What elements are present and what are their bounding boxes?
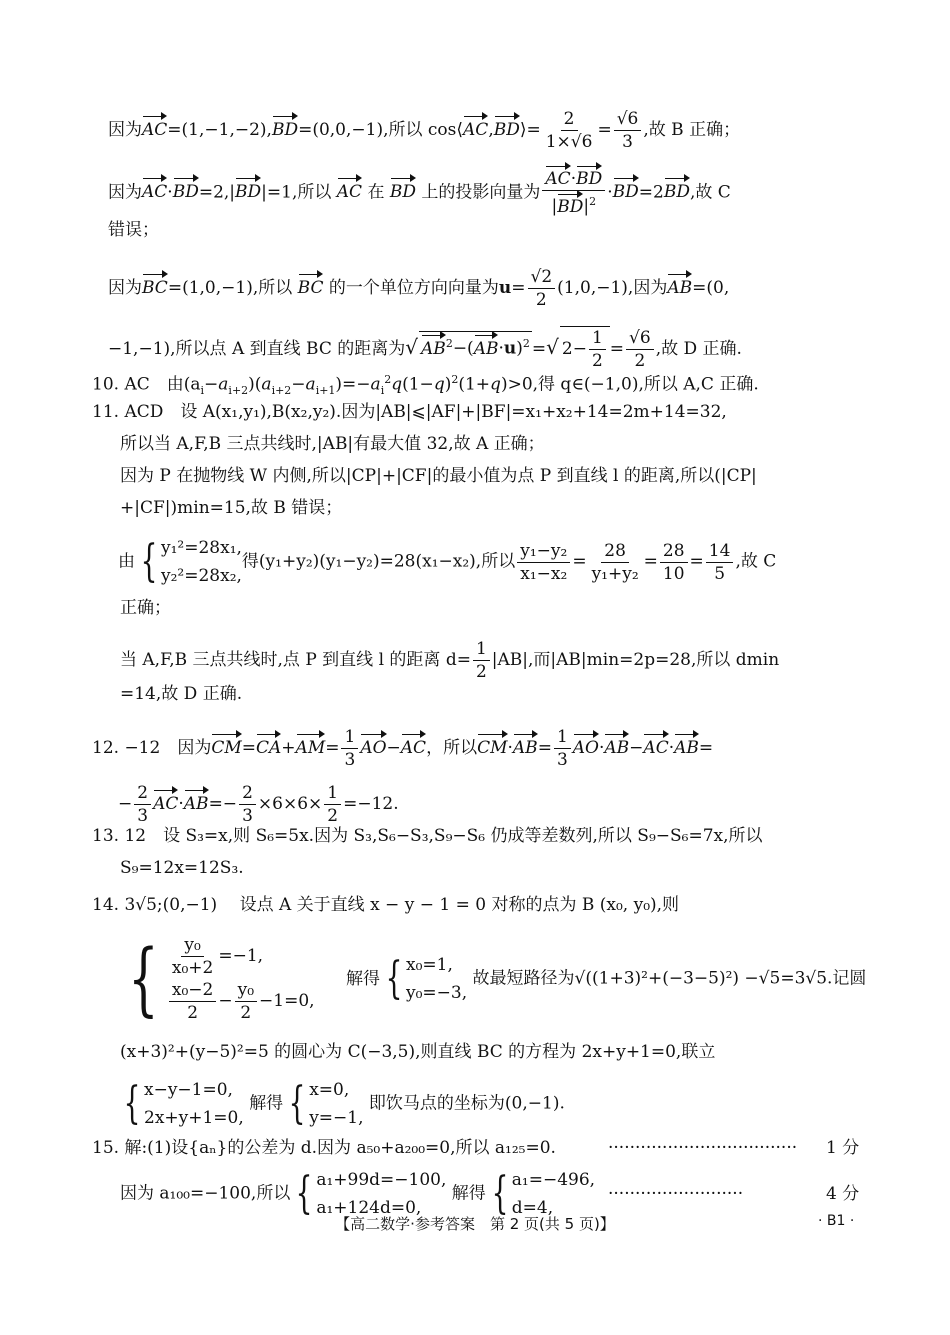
q9-line-c: 因为AC·BD=2,|BD|=1,所以 AC 在 BD 上的投影向量为 $\frac{AC\cdot BD}{|BD|^2}$ ·BD=2BD,故 C bbox=[108, 169, 731, 217]
fraction: $\frac{√2}{2}$ bbox=[528, 266, 556, 311]
text: 在 bbox=[367, 182, 385, 203]
text: =2 bbox=[638, 182, 664, 203]
text: −1,−1),所以点 A 到直线 BC 的距离为 bbox=[108, 339, 406, 359]
q11-line-8: =14,故 D 正确. bbox=[120, 684, 243, 704]
q15-dots-2: ························· bbox=[608, 1184, 744, 1204]
text: 得(y₁+y₂)(y₁−y₂)=28(x₁−x₂),所以 bbox=[241, 551, 516, 572]
text: =2,| bbox=[198, 182, 236, 203]
text: =(1,−1,−2), bbox=[167, 120, 272, 140]
q14-line-4: { x−y−1=0, 2x+y+1=0, 解得 { x=0, y=−1, 即饮马点的坐标为(0,−1). bbox=[123, 1078, 565, 1129]
text: =−12. bbox=[343, 794, 399, 814]
q15-points-2: 4 分 bbox=[826, 1184, 860, 1204]
equation-system: { y₁²=28x₁, y₂²=28x₂, bbox=[140, 536, 242, 587]
text: ,故 C bbox=[689, 182, 731, 203]
text: 因为 a₁₀₀=−100,所以 bbox=[120, 1183, 291, 1204]
q15-line-2: 因为 a₁₀₀=−100,所以 { a₁+99d=−100, a₁+124d=0, 解得 { a₁=−496, d=4, bbox=[120, 1168, 596, 1219]
page-code: · B1 · bbox=[818, 1213, 855, 1229]
text: 由 bbox=[118, 551, 135, 572]
text: 因为 bbox=[108, 278, 142, 298]
text: 15. 解:(1)设{aₙ}的公差为 d.因为 a₅₀+a₂₀₀=0,所以 a₁₂₅=0. bbox=[92, 1138, 556, 1158]
text: 12. −12 因为 bbox=[92, 738, 212, 758]
text: u bbox=[498, 278, 512, 298]
text: 解得 bbox=[345, 968, 380, 989]
text: =(0, bbox=[692, 278, 730, 298]
q11-line-2: 所以当 A,F,B 三点共线时,|AB|有最大值 32,故 A 正确； bbox=[120, 434, 545, 454]
text: 解得 bbox=[249, 1093, 284, 1114]
text: ,故 D 正确. bbox=[655, 339, 742, 359]
q9-line-e: −1,−1),所以点 A 到直线 BC 的距离为√ $AB^2-(AB\cdot u)^2$ =√ 2− $\frac{1}{2}$ = $\frac{√6}{2}$ ,故 D 正确. bbox=[108, 328, 742, 371]
text: 的一个单位方向向量为 bbox=[328, 278, 499, 298]
text: |=1,所以 bbox=[261, 182, 332, 203]
text: ,故 C bbox=[735, 551, 777, 572]
q15-line-1 bbox=[92, 1136, 556, 1160]
q14-line-3: (x+3)²+(y−5)²=5 的圆心为 C(−3,5),则直线 BC 的方程为 2x+y+1=0,联立 bbox=[120, 1042, 716, 1062]
q12-line-2: − $\frac{2}{3}$ AC·AB=− $\frac{2}{3}$ ×6×6× $\frac{1}{2}$ =−12. bbox=[118, 783, 399, 826]
q9-line-b: 因为AC=(1,−1,−2),BD=(0,0,−1),所以 cos⟨AC,BD⟩= $\frac{2}{1\times√6}$ = $\frac{√6}{3}$ ,故 B 正确； bbox=[108, 109, 741, 152]
fraction: $\frac{√6}{3}$ bbox=[614, 108, 642, 153]
text: 解得 bbox=[451, 1183, 486, 1204]
q11-line-3: 因为 P 在抛物线 W 内侧,所以|CP|+|CF|的最小值为点 P 到直线 l 的距离,所以(|CP| bbox=[120, 466, 757, 486]
q11-line-4: +|CF|)min=15,故 B 错误； bbox=[120, 498, 343, 518]
q10-line: 10. AC 由$(a_i-a_{i+2})(a_{i+2}-a_{i+1})=-a_i^2q(1-q)^2(1+q)>0$,得 q∈(−1,0),所以 A,C 正确. bbox=[92, 373, 759, 398]
text: |AB|,而|AB|min=2p=28,所以 dmin bbox=[491, 650, 780, 670]
q15-points-1: 1 分 bbox=[826, 1138, 860, 1158]
q13-line-2: S₉=12x=12S₃. bbox=[120, 858, 244, 878]
q13-line-1: 13. 12 设 S₃=x,则 S₆=5x.因为 S₃,S₆−S₃,S₉−S₆ 仍成等差数列,所以 S₉−S₆=7x,所以 bbox=[92, 826, 763, 846]
fraction: $\frac{AC\cdot BD}{|BD|^2}$ bbox=[542, 168, 605, 218]
text: 故最短路径为√((1+3)²+(−3−5)²) −√5=3√5.记圆 bbox=[472, 968, 867, 989]
q9-line-d: 因为BC=(1,0,−1),所以 BC 的一个单位方向向量为u= $\frac{√2}{2}$ (1,0,−1),因为AB=(0, bbox=[108, 267, 730, 310]
q9-line-c-cont: 错误； bbox=[108, 220, 159, 240]
text: 因为 bbox=[108, 120, 142, 140]
text: 当 A,F,B 三点共线时,点 P 到直线 l 的距离 d= bbox=[120, 650, 471, 670]
text: 因为 bbox=[108, 182, 142, 203]
text: =(0,0,−1),所以 cos⟨ bbox=[298, 120, 464, 140]
fraction: $\frac{√6}{2}$ bbox=[626, 327, 654, 372]
text: =(1,0,−1),所以 bbox=[167, 278, 293, 298]
q11-line-7: 当 A,F,B 三点共线时,点 P 到直线 l 的距离 d= $\frac{1}{2}$ |AB|,而|AB|min=2p=28,所以 dmin bbox=[120, 639, 780, 682]
text: 即饮马点的坐标为(0,−1). bbox=[368, 1093, 565, 1114]
text: (1,0,−1),因为 bbox=[557, 278, 668, 298]
q14-line-2: { $\frac{\text{y₀}}{\text{x₀+2}}$ =−1, $\frac{\text{x₀−2}}{2}$ − $\frac{\text{y₀}}{2}$ −1=0, 解得 { x₀=1, y₀=−3, 故最短路径为√((1+3)²+(−3−5)²) −√5=3√5.记圆 bbox=[118, 934, 866, 1022]
q11-line-5: 由 { y₁²=28x₁, y₂²=28x₂, 得(y₁+y₂)(y₁−y₂)=28(x₁−x₂),所以 $\frac{\text{y₁−y₂}}{\text{x₁−x₂}}$ = $\frac{28}{\text{y₁+y₂}}$ = $\frac{28}{10}$ = $\frac{14}{5}$ ,故 C bbox=[118, 534, 776, 590]
q14-line-1: 14. 3√5;(0,−1) 设点 A 关于直线 x − y − 1 = 0 对称的点为 B (x₀, y₀),则 bbox=[92, 895, 680, 915]
page-footer: 【高二数学·参考答案 第 2 页(共 5 页)】 bbox=[335, 1215, 615, 1233]
text: ，所以 bbox=[426, 738, 478, 758]
text: − bbox=[118, 794, 133, 814]
q11-line-1: 11. ACD 设 A(x₁,y₁),B(x₂,y₂).因为|AB|⩽|AF|+|BF|=x₁+x₂+14=2m+14=32, bbox=[92, 402, 727, 422]
text: ,故 B 正确； bbox=[643, 120, 741, 140]
q11-line-6: 正确； bbox=[120, 598, 171, 618]
q15-dots-1: ··································· bbox=[608, 1138, 798, 1158]
equation-system: { $\frac{\text{y₀}}{\text{x₀+2}}$ =−1, $\frac{\text{x₀−2}}{2}$ − $\frac{\text{y₀}}{2}$ −1=0, bbox=[128, 932, 315, 1025]
q12-line-1: 12. −12 因为CM=CA+AM= $\frac{1}{3}$ AO−AC，所以CM·AB= $\frac{1}{3}$ AO·AB−AC·AB= bbox=[92, 727, 714, 770]
text: 上的投影向量为 bbox=[421, 182, 541, 203]
text: )>0,得 q∈(−1,0),所以 A,C 正确. bbox=[500, 374, 759, 395]
fraction: $\frac{2}{1\times√6}$ bbox=[545, 109, 593, 152]
text: 10. AC 由(a bbox=[92, 374, 201, 395]
